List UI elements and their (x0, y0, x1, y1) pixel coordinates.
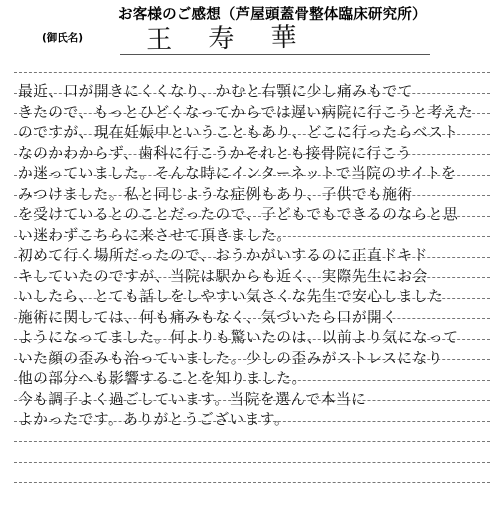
testimonial-line: 施術に関しては、何も痛みもなく、気づいたら口が開く (18, 308, 398, 326)
form-title: お客様のご感想（芦屋頭蓋骨整体臨床研究所） (118, 7, 427, 23)
handwritten-name: 王 寿 華 (145, 22, 311, 56)
testimonial-line: よかったです。ありがとうございます。 (18, 411, 290, 428)
testimonial-line: い迷わずこちらに来させて頂きました。 (18, 226, 292, 244)
testimonial-line: 初めて行く場所だったので、おうかがいするのに正直ドキド (18, 247, 428, 264)
name-label: (御氏名) (42, 32, 84, 44)
testimonial-line: か迷っていました。そんな時にインターネットで当院のサイトを (18, 165, 457, 182)
testimonial-line: 他の部分へも影響することを知りました。 (18, 370, 307, 387)
ruled-line (14, 462, 490, 463)
testimonial-line: いた顔の歪みも治っていました。少しの歪みがストレスになり (18, 349, 443, 367)
testimonial-line: きたので、もっとひどくなってからでは遅い病院に行こうと考えた (18, 103, 474, 121)
testimonial-line: ようになってました。何よりも驚いたのは、以前より気になって (18, 329, 459, 346)
testimonial-line: なのかわからず、歯科に行こうかそれとも接骨院に行こう (18, 144, 412, 162)
testimonial-line: キしていたのですが、当院は駅からも近く、実際先生にお会 (18, 267, 428, 285)
testimonial-body (18, 82, 486, 431)
testimonial-line: を受けているとのことだったので、子どもでもできるのならと思 (18, 206, 459, 223)
ruled-line (14, 482, 490, 483)
testimonial-line: みつけました。私と同じような症例もあり、子供でも施術 (18, 185, 413, 203)
testimonial-line: のですが、現在妊娠中ということもあり、どこに行ったらベスト (18, 124, 459, 141)
ruled-line (14, 72, 490, 73)
ruled-line (14, 441, 490, 442)
testimonial-line: いしたら、とても話しをしやすい気さくな先生で安心しました (18, 288, 444, 305)
name-underline (120, 54, 430, 55)
testimonial-line: 今も調子よく過ごしています。当院を選んで本当に (18, 390, 367, 408)
testimonial-line: 最近、口が開きにくくなり、かむと右顎に少し痛みもでて (18, 83, 414, 100)
